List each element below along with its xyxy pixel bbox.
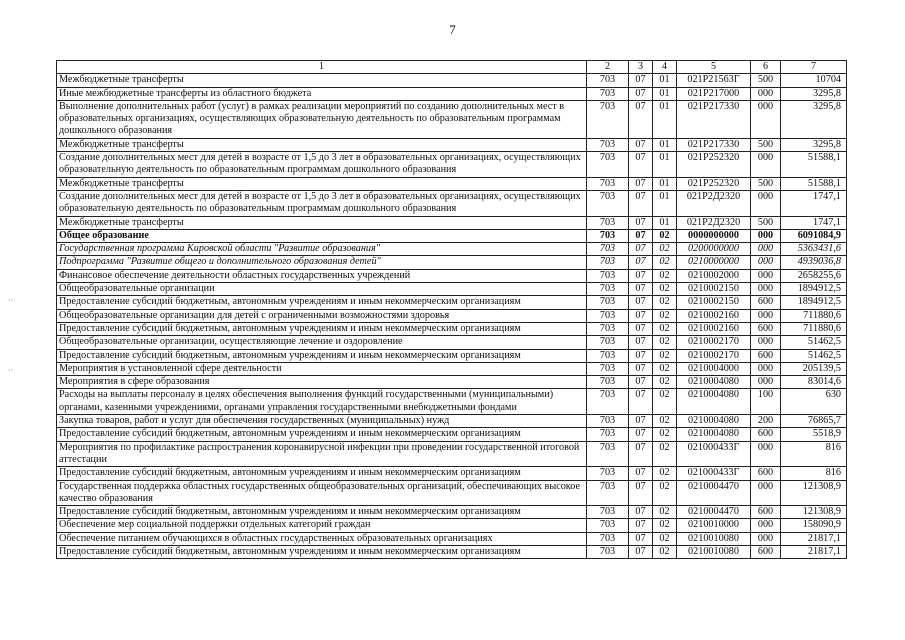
row-subsection-cell: 02	[653, 269, 677, 282]
row-code-cell: 703	[587, 467, 629, 480]
table-row	[57, 216, 847, 229]
row-type-cell: 000	[751, 190, 781, 216]
table-row	[57, 138, 847, 151]
row-section-cell: 07	[629, 532, 653, 545]
row-section-cell: 07	[629, 216, 653, 229]
table-row	[57, 87, 847, 100]
row-code-cell: 703	[587, 415, 629, 428]
row-section-cell: 07	[629, 428, 653, 441]
row-code-cell: 703	[587, 152, 629, 178]
row-target-cell: 0200000000	[677, 243, 751, 256]
row-amount-cell: 5518,9	[781, 428, 847, 441]
table-row	[57, 389, 847, 415]
row-name-cell: Иные межбюджетные трансферты из областного бюджета	[57, 87, 587, 100]
row-amount-cell: 630	[781, 389, 847, 415]
row-subsection-cell: 02	[653, 441, 677, 467]
row-target-cell: 0210002170	[677, 336, 751, 349]
row-section-cell: 07	[629, 376, 653, 389]
row-name-cell: Общеобразовательные организации, осуществляющие лечение и оздоровление	[57, 336, 587, 349]
row-section-cell: 07	[629, 283, 653, 296]
row-target-cell: 021P252320	[677, 177, 751, 190]
row-amount-cell: 158090,9	[781, 519, 847, 532]
row-name-cell: Межбюджетные трансферты	[57, 216, 587, 229]
row-section-cell: 07	[629, 322, 653, 335]
row-target-cell: 0210004080	[677, 415, 751, 428]
table-row	[57, 190, 847, 216]
row-subsection-cell: 02	[653, 545, 677, 558]
row-section-cell: 07	[629, 269, 653, 282]
row-subsection-cell: 01	[653, 100, 677, 138]
table-row	[57, 519, 847, 532]
row-target-cell: 021000433Г	[677, 467, 751, 480]
row-code-cell: 703	[587, 138, 629, 151]
row-code-cell: 703	[587, 243, 629, 256]
row-target-cell: 0210002160	[677, 322, 751, 335]
row-code-cell: 703	[587, 441, 629, 467]
row-code-cell: 703	[587, 269, 629, 282]
row-subsection-cell: 02	[653, 480, 677, 506]
table-row	[57, 428, 847, 441]
row-section-cell: 07	[629, 87, 653, 100]
table-row	[57, 256, 847, 269]
row-target-cell: 0210004470	[677, 480, 751, 506]
row-type-cell: 000	[751, 100, 781, 138]
row-target-cell: 0210004080	[677, 376, 751, 389]
row-type-cell: 000	[751, 283, 781, 296]
row-amount-cell: 6091084,9	[781, 229, 847, 242]
row-subsection-cell: 01	[653, 138, 677, 151]
row-target-cell: 0210010000	[677, 519, 751, 532]
table-row	[57, 467, 847, 480]
row-type-cell: 000	[751, 87, 781, 100]
row-amount-cell: 5363431,6	[781, 243, 847, 256]
row-name-cell: Межбюджетные трансферты	[57, 138, 587, 151]
row-amount-cell: 1747,1	[781, 190, 847, 216]
row-target-cell: 021P217330	[677, 138, 751, 151]
row-code-cell: 703	[587, 362, 629, 375]
row-code-cell: 703	[587, 216, 629, 229]
row-type-cell: 000	[751, 269, 781, 282]
row-amount-cell: 1747,1	[781, 216, 847, 229]
row-subsection-cell: 02	[653, 428, 677, 441]
row-type-cell: 600	[751, 506, 781, 519]
row-amount-cell: 51588,1	[781, 177, 847, 190]
row-section-cell: 07	[629, 190, 653, 216]
row-code-cell: 703	[587, 519, 629, 532]
scan-mark-dots: ··	[8, 366, 14, 375]
row-type-cell: 600	[751, 322, 781, 335]
row-subsection-cell: 02	[653, 256, 677, 269]
column-header: 4	[653, 61, 677, 74]
row-target-cell: 0210002150	[677, 283, 751, 296]
table-row	[57, 506, 847, 519]
column-header: 6	[751, 61, 781, 74]
row-type-cell: 500	[751, 177, 781, 190]
row-target-cell: 0210002160	[677, 309, 751, 322]
row-amount-cell: 121308,9	[781, 480, 847, 506]
table-row	[57, 336, 847, 349]
row-type-cell: 100	[751, 389, 781, 415]
row-code-cell: 703	[587, 532, 629, 545]
row-type-cell: 000	[751, 336, 781, 349]
row-name-cell: Расходы на выплаты персоналу в целях обеспечения выполнения функций государственными (муниципальными) органами, казенными учреждениями, органами управления государственными внебюджетными фондами	[57, 389, 587, 415]
row-type-cell: 000	[751, 256, 781, 269]
row-subsection-cell: 01	[653, 87, 677, 100]
row-target-cell: 021P252320	[677, 152, 751, 178]
row-name-cell: Межбюджетные трансферты	[57, 74, 587, 87]
row-name-cell: Предоставление субсидий бюджетным, автономным учреждениям и иным некоммерческим организациям	[57, 349, 587, 362]
table-row	[57, 362, 847, 375]
table-row	[57, 243, 847, 256]
row-amount-cell: 3295,8	[781, 138, 847, 151]
row-name-cell: Подпрограмма "Развитие общего и дополнительного образования детей"	[57, 256, 587, 269]
row-target-cell: 0210004000	[677, 362, 751, 375]
row-type-cell: 600	[751, 545, 781, 558]
row-amount-cell: 21817,1	[781, 532, 847, 545]
row-subsection-cell: 02	[653, 229, 677, 242]
row-code-cell: 703	[587, 256, 629, 269]
row-target-cell: 0210000000	[677, 256, 751, 269]
row-subsection-cell: 02	[653, 415, 677, 428]
row-type-cell: 600	[751, 467, 781, 480]
row-amount-cell: 76865,7	[781, 415, 847, 428]
row-amount-cell: 4939036,8	[781, 256, 847, 269]
row-target-cell: 0210002000	[677, 269, 751, 282]
table-row	[57, 532, 847, 545]
row-subsection-cell: 02	[653, 349, 677, 362]
column-header: 3	[629, 61, 653, 74]
row-name-cell: Создание дополнительных мест для детей в возрасте от 1,5 до 3 лет в образовательных организациях, осуществляющих образовательную деятельность по образовательным программам дошкольного образования	[57, 152, 587, 178]
row-subsection-cell: 02	[653, 322, 677, 335]
row-target-cell: 021P21563Г	[677, 74, 751, 87]
row-amount-cell: 83014,6	[781, 376, 847, 389]
table-row	[57, 229, 847, 242]
table-row	[57, 100, 847, 138]
row-name-cell: Государственная программа Кировской области "Развитие образования"	[57, 243, 587, 256]
table-row	[57, 296, 847, 309]
row-amount-cell: 2658255,6	[781, 269, 847, 282]
row-type-cell: 000	[751, 532, 781, 545]
row-section-cell: 07	[629, 519, 653, 532]
row-name-cell: Обеспечение мер социальной поддержки отдельных категорий граждан	[57, 519, 587, 532]
row-amount-cell: 816	[781, 441, 847, 467]
row-subsection-cell: 02	[653, 376, 677, 389]
row-section-cell: 07	[629, 349, 653, 362]
row-type-cell: 000	[751, 362, 781, 375]
row-type-cell: 000	[751, 376, 781, 389]
row-code-cell: 703	[587, 87, 629, 100]
row-amount-cell: 51462,5	[781, 349, 847, 362]
row-code-cell: 703	[587, 322, 629, 335]
row-type-cell: 500	[751, 216, 781, 229]
row-section-cell: 07	[629, 506, 653, 519]
row-name-cell: Общеобразовательные организации	[57, 283, 587, 296]
row-type-cell: 600	[751, 349, 781, 362]
table-row	[57, 74, 847, 87]
row-name-cell: Закупка товаров, работ и услуг для обеспечения государственных (муниципальных) нужд	[57, 415, 587, 428]
row-subsection-cell: 01	[653, 190, 677, 216]
row-code-cell: 703	[587, 283, 629, 296]
row-type-cell: 000	[751, 309, 781, 322]
table-row	[57, 309, 847, 322]
row-name-cell: Общеобразовательные организации для детей с ограниченными возможностями здоровья	[57, 309, 587, 322]
table-header-row	[57, 61, 847, 74]
row-code-cell: 703	[587, 190, 629, 216]
row-type-cell: 000	[751, 229, 781, 242]
row-amount-cell: 1894912,5	[781, 283, 847, 296]
row-target-cell: 0210004470	[677, 506, 751, 519]
row-target-cell: 021P2Д2320	[677, 216, 751, 229]
table-row	[57, 177, 847, 190]
row-amount-cell: 51588,1	[781, 152, 847, 178]
row-name-cell: Создание дополнительных мест для детей в возрасте от 1,5 до 3 лет в образовательных организациях, осуществляющих образовательную деятельность по образовательным программам дошкольного образования	[57, 190, 587, 216]
row-amount-cell: 1894912,5	[781, 296, 847, 309]
row-section-cell: 07	[629, 467, 653, 480]
row-name-cell: Мероприятия в сфере образования	[57, 376, 587, 389]
table-row	[57, 283, 847, 296]
table-row	[57, 322, 847, 335]
row-subsection-cell: 02	[653, 506, 677, 519]
row-amount-cell: 10704	[781, 74, 847, 87]
row-amount-cell: 121308,9	[781, 506, 847, 519]
row-subsection-cell: 02	[653, 296, 677, 309]
page-number: 7	[449, 22, 456, 37]
row-amount-cell: 3295,8	[781, 87, 847, 100]
table-row	[57, 152, 847, 178]
row-code-cell: 703	[587, 336, 629, 349]
row-target-cell: 021P217330	[677, 100, 751, 138]
row-code-cell: 703	[587, 309, 629, 322]
row-type-cell: 000	[751, 519, 781, 532]
table-row	[57, 415, 847, 428]
row-code-cell: 703	[587, 177, 629, 190]
column-header: 5	[677, 61, 751, 74]
column-header: 7	[781, 61, 847, 74]
row-code-cell: 703	[587, 428, 629, 441]
row-amount-cell: 816	[781, 467, 847, 480]
row-section-cell: 07	[629, 100, 653, 138]
row-subsection-cell: 02	[653, 389, 677, 415]
table-row	[57, 376, 847, 389]
row-type-cell: 500	[751, 138, 781, 151]
row-target-cell: 0210010080	[677, 545, 751, 558]
row-code-cell: 703	[587, 100, 629, 138]
row-type-cell: 000	[751, 152, 781, 178]
row-target-cell: 021P2Д2320	[677, 190, 751, 216]
row-amount-cell: 711880,6	[781, 322, 847, 335]
row-subsection-cell: 01	[653, 216, 677, 229]
row-type-cell: 600	[751, 296, 781, 309]
row-type-cell: 000	[751, 480, 781, 506]
row-section-cell: 07	[629, 362, 653, 375]
row-name-cell: Предоставление субсидий бюджетным, автономным учреждениям и иным некоммерческим организациям	[57, 296, 587, 309]
budget-table	[56, 60, 847, 559]
row-section-cell: 07	[629, 415, 653, 428]
table-row	[57, 349, 847, 362]
row-name-cell: Государственная поддержка областных государственных общеобразовательных организаций, обеспечивающих высокое качество образования	[57, 480, 587, 506]
row-subsection-cell: 02	[653, 467, 677, 480]
row-type-cell: 000	[751, 441, 781, 467]
row-section-cell: 07	[629, 138, 653, 151]
table-row	[57, 545, 847, 558]
row-section-cell: 07	[629, 229, 653, 242]
row-amount-cell: 711880,6	[781, 309, 847, 322]
scan-mark-dots: ··	[8, 296, 14, 305]
row-subsection-cell: 02	[653, 283, 677, 296]
row-name-cell: Мероприятия в установленной сфере деятельности	[57, 362, 587, 375]
row-subsection-cell: 02	[653, 519, 677, 532]
row-code-cell: 703	[587, 506, 629, 519]
row-amount-cell: 21817,1	[781, 545, 847, 558]
row-subsection-cell: 02	[653, 243, 677, 256]
row-name-cell: Предоставление субсидий бюджетным, автономным учреждениям и иным некоммерческим организациям	[57, 545, 587, 558]
table-row	[57, 441, 847, 467]
row-code-cell: 703	[587, 376, 629, 389]
row-type-cell: 200	[751, 415, 781, 428]
row-subsection-cell: 01	[653, 152, 677, 178]
row-name-cell: Выполнение дополнительных работ (услуг) в рамках реализации мероприятий по созданию дополнительных мест в образовательных организациях, осуществляющих образовательную деятельность по образовательным программам дошкольного образования	[57, 100, 587, 138]
row-name-cell: Межбюджетные трансферты	[57, 177, 587, 190]
table-row	[57, 480, 847, 506]
row-code-cell: 703	[587, 480, 629, 506]
row-type-cell: 600	[751, 428, 781, 441]
row-name-cell: Предоставление субсидий бюджетным, автономным учреждениям и иным некоммерческим организациям	[57, 428, 587, 441]
row-target-cell: 0210004080	[677, 428, 751, 441]
row-section-cell: 07	[629, 74, 653, 87]
row-target-cell: 0210004080	[677, 389, 751, 415]
row-section-cell: 07	[629, 336, 653, 349]
row-subsection-cell: 02	[653, 309, 677, 322]
column-header: 1	[57, 61, 587, 74]
row-amount-cell: 3295,8	[781, 100, 847, 138]
row-code-cell: 703	[587, 229, 629, 242]
row-code-cell: 703	[587, 296, 629, 309]
row-amount-cell: 205139,5	[781, 362, 847, 375]
row-name-cell: Обеспечение питанием обучающихся в областных государственных образовательных организациях	[57, 532, 587, 545]
row-code-cell: 703	[587, 545, 629, 558]
row-code-cell: 703	[587, 389, 629, 415]
column-header: 2	[587, 61, 629, 74]
row-section-cell: 07	[629, 389, 653, 415]
row-section-cell: 07	[629, 296, 653, 309]
row-subsection-cell: 02	[653, 362, 677, 375]
row-target-cell: 021000433Г	[677, 441, 751, 467]
row-name-cell: Предоставление субсидий бюджетным, автономным учреждениям и иным некоммерческим организациям	[57, 322, 587, 335]
row-name-cell: Мероприятия по профилактике распространения коронавирусной инфекции при проведении государственной итоговой аттестации	[57, 441, 587, 467]
row-code-cell: 703	[587, 349, 629, 362]
row-name-cell: Финансовое обеспечение деятельности областных государственных учреждений	[57, 269, 587, 282]
row-subsection-cell: 02	[653, 532, 677, 545]
row-section-cell: 07	[629, 441, 653, 467]
row-name-cell: Предоставление субсидий бюджетным, автономным учреждениям и иным некоммерческим организациям	[57, 467, 587, 480]
row-subsection-cell: 01	[653, 74, 677, 87]
row-subsection-cell: 01	[653, 177, 677, 190]
row-name-cell: Общее образование	[57, 229, 587, 242]
row-section-cell: 07	[629, 545, 653, 558]
row-section-cell: 07	[629, 256, 653, 269]
row-section-cell: 07	[629, 243, 653, 256]
row-type-cell: 000	[751, 243, 781, 256]
row-name-cell: Предоставление субсидий бюджетным, автономным учреждениям и иным некоммерческим организациям	[57, 506, 587, 519]
row-section-cell: 07	[629, 480, 653, 506]
row-target-cell: 0210002170	[677, 349, 751, 362]
row-target-cell: 0000000000	[677, 229, 751, 242]
row-code-cell: 703	[587, 74, 629, 87]
row-section-cell: 07	[629, 152, 653, 178]
row-target-cell: 0210010080	[677, 532, 751, 545]
table-row	[57, 269, 847, 282]
row-amount-cell: 51462,5	[781, 336, 847, 349]
row-type-cell: 500	[751, 74, 781, 87]
row-subsection-cell: 02	[653, 336, 677, 349]
row-section-cell: 07	[629, 309, 653, 322]
row-target-cell: 0210002150	[677, 296, 751, 309]
row-target-cell: 021P217000	[677, 87, 751, 100]
row-section-cell: 07	[629, 177, 653, 190]
